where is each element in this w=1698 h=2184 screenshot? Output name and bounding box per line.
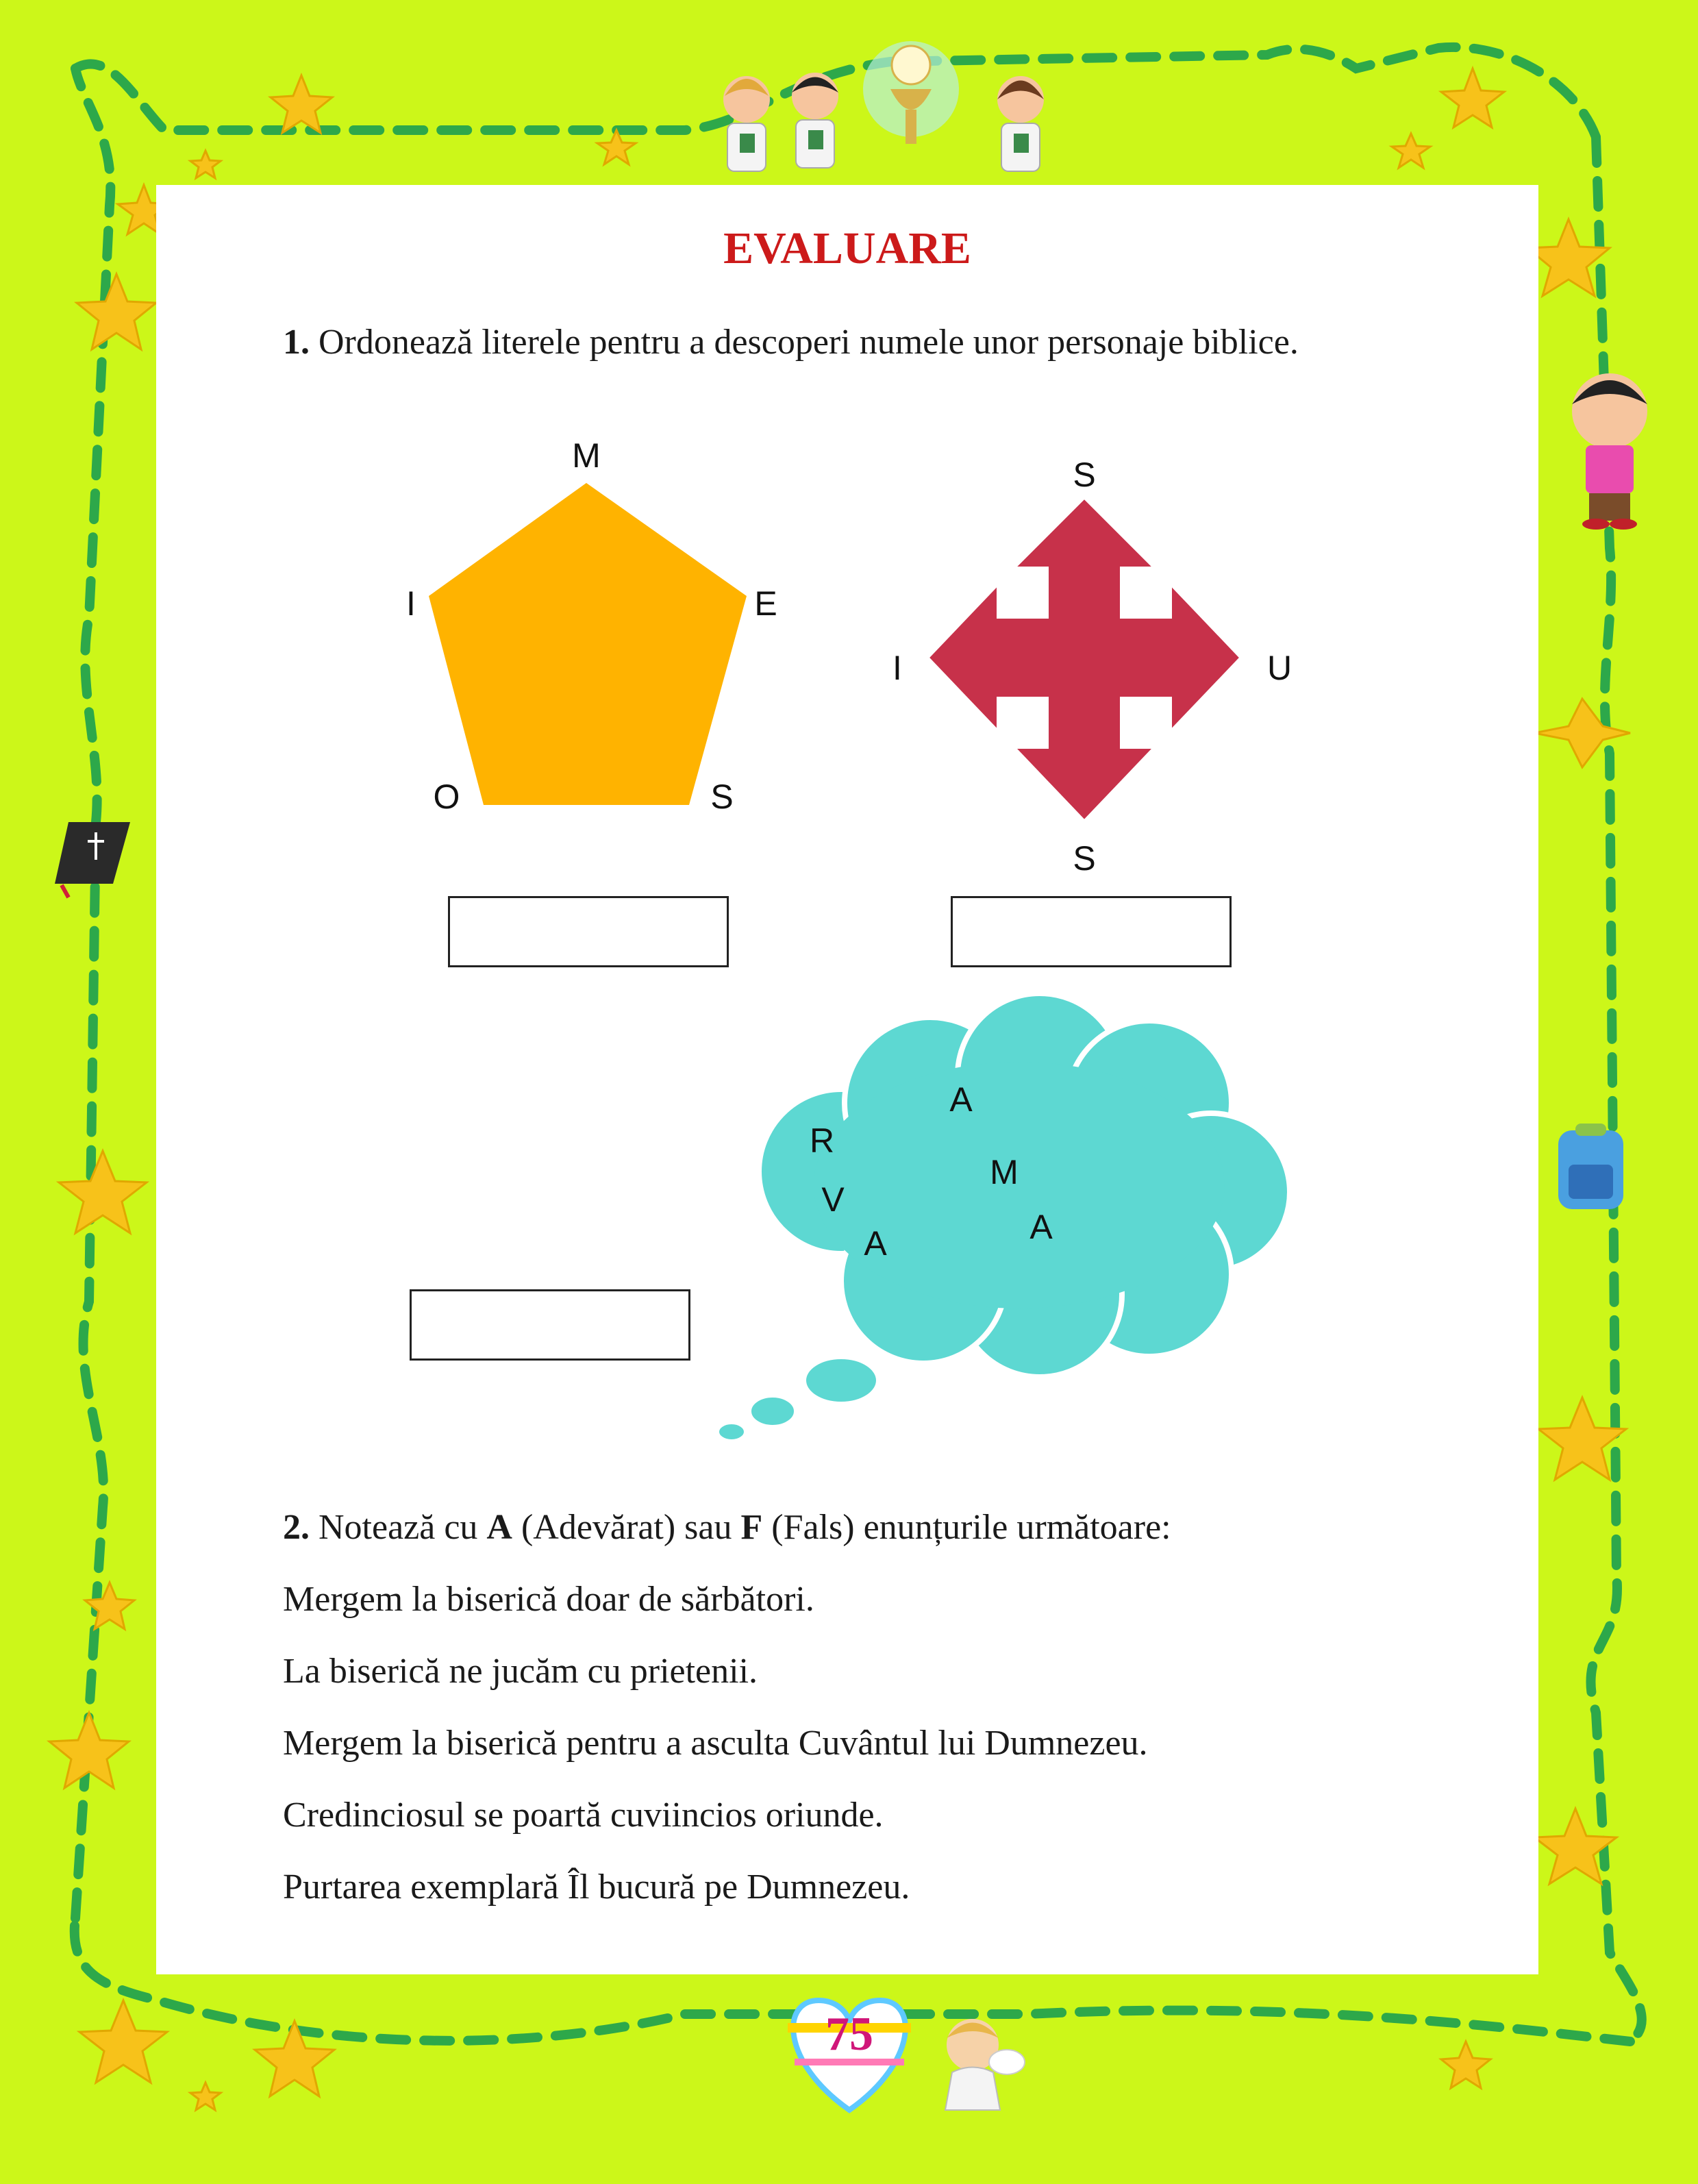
statement-item: Mergem la biserică doar de sărbători.	[283, 1580, 814, 1619]
exercise2-f-meaning: (Fals) enunțurile următoare:	[771, 1508, 1171, 1547]
star-icon	[85, 1583, 134, 1629]
pentagon-letter: M	[572, 436, 601, 475]
exercise2-a-letter: A	[486, 1508, 512, 1547]
star-icon	[77, 274, 156, 349]
star-icon	[1392, 134, 1430, 168]
exercise1-text: Ordonează literele pentru a descoperi numele unor personaje biblice.	[319, 323, 1299, 362]
cross-letter: U	[1266, 649, 1293, 687]
exercise2-number: 2.	[283, 1508, 310, 1547]
star-icon	[271, 75, 332, 133]
answer-box-pentagon[interactable]	[448, 896, 729, 967]
star-icon	[190, 2083, 221, 2110]
pentagon-letter: O	[433, 778, 460, 816]
exercise2-a-meaning: (Adevărat) sau	[521, 1508, 732, 1547]
backpack-icon	[1558, 1124, 1623, 1209]
cloud-letter: M	[990, 1153, 1019, 1191]
content-panel	[156, 185, 1538, 1974]
cloud-letter: A	[1029, 1208, 1053, 1246]
star-icon	[597, 130, 636, 164]
page-title: EVALUARE	[723, 223, 971, 273]
exercise2-instruction	[283, 1507, 1171, 1548]
pentagon-shape	[429, 483, 747, 805]
exercise2-text-before: Notează cu	[319, 1508, 478, 1547]
statement-item: Credinciosul se poartă cuviincios oriunde.	[283, 1796, 884, 1835]
cloud-letter: A	[949, 1080, 973, 1119]
statement-item: Purtarea exemplară Îl bucură pe Dumnezeu.	[283, 1867, 910, 1907]
thought-cloud-icon	[716, 993, 1290, 1442]
statement-item: Mergem la biserică pentru a asculta Cuvântul lui Dumnezeu.	[283, 1724, 1148, 1763]
pentagon-letter: I	[406, 584, 416, 623]
page-number: 75	[825, 2008, 873, 2061]
cross-letter: I	[892, 649, 902, 687]
exercise1-instruction	[283, 322, 1299, 362]
star-icon	[59, 1151, 147, 1233]
star-icon	[1441, 69, 1504, 127]
exercise1-figures	[156, 185, 1538, 1974]
cross-letter: S	[1073, 456, 1096, 494]
cloud-letter: R	[809, 1121, 835, 1160]
pentagon-letter: S	[710, 778, 734, 816]
boy-character-icon	[1572, 373, 1647, 530]
exercise2-f-letter: F	[740, 1508, 763, 1547]
answer-box-cross[interactable]	[951, 896, 1232, 967]
exercise1-number: 1.	[283, 323, 310, 362]
cross-shape	[927, 497, 1242, 822]
star-icon	[1534, 699, 1630, 767]
cloud-letter: V	[821, 1180, 845, 1219]
cloud-letter: A	[864, 1224, 887, 1263]
statement-item: La biserică ne jucăm cu prietenii.	[283, 1652, 758, 1691]
angel-icon	[945, 2019, 1025, 2110]
answer-box-cloud[interactable]	[410, 1289, 690, 1361]
star-icon	[1441, 2042, 1490, 2088]
cross-letter: S	[1073, 839, 1096, 878]
pentagon-letter: E	[754, 584, 777, 623]
star-icon	[79, 2000, 167, 2083]
star-icon	[190, 151, 221, 178]
